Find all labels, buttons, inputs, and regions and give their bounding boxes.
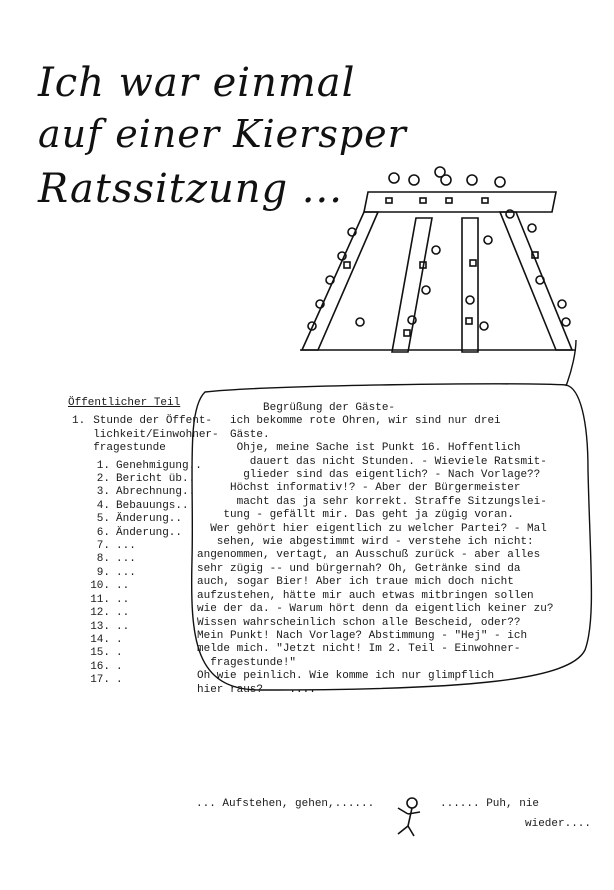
speech-line: Gäste. [197, 428, 270, 441]
speech-line: dauert das nicht Stunden. - Wieviele Ratsmit- [197, 455, 547, 468]
speech-line: fragestunde!" [197, 656, 297, 669]
agenda-subitem-text: . [116, 633, 123, 646]
agenda-subitem [88, 621, 213, 634]
agenda-subitem [88, 540, 213, 553]
speech-line: Wissen wahrscheinlich schon alle Bescheid, oder?? [197, 616, 521, 629]
agenda-subitem [88, 634, 213, 647]
agenda-subitem-number: 2. [96, 473, 110, 486]
agenda-subitem-text: . [116, 647, 123, 660]
speech-line: Ohje, meine Sache ist Punkt 16. Hoffentlich [197, 442, 521, 455]
footer-right-text-2: wieder.... [525, 818, 592, 830]
speech-line: Mein Punkt! Nach Vorlage? Abstimmung - "Hej" - ich [197, 629, 528, 642]
agenda-subitem-text: Bericht üb.. [116, 473, 196, 486]
speech-line: tung - gefällt mir. Das geht ja zügig voran. [197, 509, 514, 522]
agenda-subitem-number: 10. [90, 580, 110, 593]
agenda-item-text: Stunde der Öffent- lichkeit/Einwohner- fragestunde [93, 415, 219, 455]
agenda-title: Öffentlicher Teil [68, 397, 181, 409]
speech-line: aufzustehen, hätte mir auch etwas mitbringen sollen [197, 589, 534, 602]
agenda-subitem-number: 13. [90, 620, 110, 633]
agenda-subitem [88, 486, 213, 499]
speech-text [197, 402, 597, 697]
agenda-subitem [88, 460, 213, 473]
agenda-subitem-text: .. [116, 593, 130, 606]
agenda-subitem-text: Änderung.. [116, 526, 183, 539]
agenda-subitem-number: 12. [90, 607, 110, 620]
agenda-subitem-number: 9. [96, 566, 110, 579]
agenda-subitem [88, 661, 213, 674]
agenda-subitem [88, 594, 213, 607]
agenda-subitem [88, 674, 213, 687]
agenda-subitem [88, 647, 213, 660]
agenda-subitem-text: Genehmigung.. [116, 459, 202, 472]
agenda-subitem-number: 15. [90, 647, 110, 660]
speech-line: glieder sind das eigentlich? - Nach Vorlage?? [197, 469, 541, 482]
agenda-subitem-text: Bebauungs.. [116, 499, 189, 512]
agenda-subitem-number: 16. [90, 660, 110, 673]
agenda-item-number: 1. [72, 415, 86, 428]
footer-left-text: ... Aufstehen, gehen,...... [196, 798, 375, 810]
agenda-subitem-number: 1. [96, 459, 110, 472]
speech-line: hier raus? .... [197, 683, 316, 696]
agenda-subitem [88, 513, 213, 526]
speech-line: Wer gehört hier eigentlich zu welcher Partei? - Mal [197, 522, 547, 535]
agenda-subitem-text: . [116, 674, 123, 687]
agenda-subitem-number: 4. [96, 499, 110, 512]
agenda-subitem [88, 607, 213, 620]
agenda-subitem-number: 3. [96, 486, 110, 499]
agenda-item-1 [72, 415, 219, 455]
agenda-subitem-text: .. [116, 607, 130, 620]
agenda-subitem-text: Abrechnung.. [116, 486, 196, 499]
speech-line: Begrüßung der Gäste- [197, 402, 396, 414]
speech-line: ich bekomme rote Ohren, wir sind nur drei [197, 415, 501, 428]
headline-line-3: Ratssitzung ... [38, 166, 343, 212]
agenda-subitem-number: 7. [96, 540, 110, 553]
agenda-subitem-number: 8. [96, 553, 110, 566]
agenda-subitem-text: ... [116, 566, 136, 579]
agenda-subitem-text: ... [116, 540, 136, 553]
agenda-subitem [88, 567, 213, 580]
speech-line: sehr zügig -- und bürgernah? Oh, Getränke sind da [197, 562, 521, 575]
agenda-subitem-number: 11. [90, 593, 110, 606]
agenda-subitems [88, 460, 213, 688]
agenda-subitem-number: 5. [96, 513, 110, 526]
speech-line: macht das ja sehr korrekt. Straffe Sitzungslei- [197, 495, 547, 508]
speech-line: Höchst informativ!? - Aber der Bürgermeister [197, 482, 521, 495]
speech-line: melde mich. "Jetzt nicht! Im 2. Teil - Einwohner- [197, 643, 521, 656]
footer-right-text: ...... Puh, nie [440, 798, 540, 810]
speech-line: angenommen, vertagt, an Ausschuß zurück - aber alles [197, 549, 541, 562]
table-inner-right [462, 218, 478, 352]
agenda-subitem-number: 14. [90, 633, 110, 646]
speech-line: Oh wie peinlich. Wie komme ich nur glimpflich [197, 670, 495, 683]
headline-line-1: Ich war einmal [38, 60, 356, 106]
speech-line: auch, sogar Bier! Aber ich traue mich doch nicht [197, 576, 514, 589]
agenda-subitem-text: ... [116, 553, 136, 566]
agenda-subitem-text: .. [116, 620, 130, 633]
headline-line-2: auf einer Kiersper [38, 112, 407, 156]
agenda-subitem [88, 580, 213, 593]
agenda-subitem [88, 473, 213, 486]
agenda-subitem [88, 500, 213, 513]
table-inner-left [392, 218, 432, 352]
agenda-subitem [88, 553, 213, 566]
agenda-subitem-text: . [116, 660, 123, 673]
agenda-subitem-text: Änderung.. [116, 513, 183, 526]
speech-line: sehen, wie abgestimmt wird - verstehe ich nicht: [197, 536, 534, 549]
speech-line: wie der da. - Warum hört denn da eigentlich keiner zu? [197, 603, 554, 616]
agenda-subitem [88, 527, 213, 540]
agenda-list [68, 397, 219, 688]
agenda-subitem-text: .. [116, 580, 130, 593]
agenda-subitem-number: 17. [90, 674, 110, 687]
agenda-subitem-number: 6. [96, 526, 110, 539]
